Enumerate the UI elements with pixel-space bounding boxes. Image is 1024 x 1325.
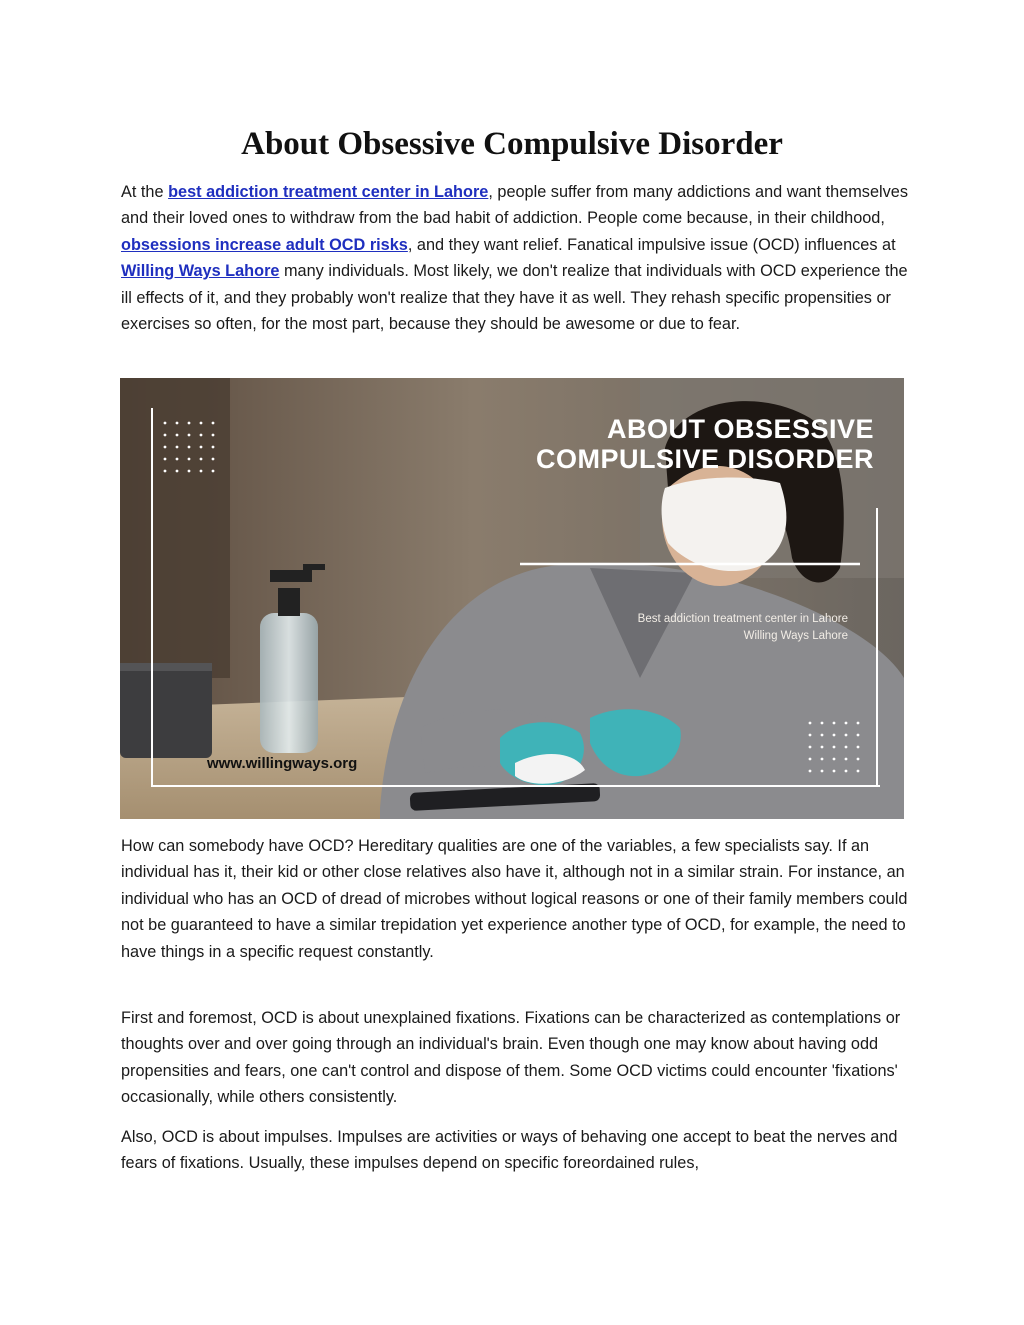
hero-image (120, 378, 904, 819)
hero-headline-line2: COMPULSIVE DISORDER (535, 444, 874, 474)
link-best-addiction-center[interactable]: best addiction treatment center in Lahore (168, 183, 489, 201)
hero-headline-line1: ABOUT OBSESSIVE (606, 414, 874, 444)
hero-caption-line2: Willing Ways Lahore (743, 630, 848, 642)
paragraph-fixations: First and foremost, OCD is about unexplained fixations. Fixations can be characterized as contemplations or thoughts over and over going through an individual's brain. Even though one may know about having odd propensities and fears, one can't control and dispose of them. Some OCD victims could encounter 'fixations' occasionally, while others consistently. (121, 1009, 901, 1107)
link-obsessions-ocd-risks[interactable]: obsessions increase adult OCD risks (121, 235, 408, 254)
intro-text-4: many individuals. Most likely, we don't realize that individuals with OCD experience the ill effects of it, and they probably won't realize that they have it as well. They rehash specific propensities or exercises so often, for the most part, because they should be awesome or due to fear. (121, 262, 908, 334)
hero-website: www.willingways.org (207, 755, 358, 772)
intro-text-3: , and they want relief. Fanatical impulsive issue (OCD) influences at (407, 235, 896, 254)
intro-text-2: , people suffer from many addictions and want themselves and their loved ones to withdraw from the bad habit of addiction. People come because, in their childhood, (121, 183, 908, 228)
page-title: About Obsessive Compulsive Disorder (241, 126, 783, 162)
paragraph-impulses: Also, OCD is about impulses. Impulses are activities or ways of behaving one accept to beat the nerves and fears of fixations. Usually, these impulses depend on specific foreordained rules, (121, 1128, 898, 1173)
paragraph-hereditary: How can somebody have OCD? Hereditary qualities are one of the variables, a few specialists say. If an individual has it, their kid or other close relatives also have it, although not in a similar strain. For instance, an individual who has an OCD of dread of microbes without logical reasons or one of their family members could not be guaranteed to have a similar trepidation yet experience another type of OCD, for example, the need to have things in a specific request constantly. (121, 837, 908, 961)
link-willing-ways-lahore[interactable]: Willing Ways Lahore (121, 262, 280, 281)
intro-text-1: At the (121, 183, 169, 201)
hero-caption-line1: Best addiction treatment center in Lahore (637, 613, 848, 625)
intro-paragraph (121, 179, 911, 337)
